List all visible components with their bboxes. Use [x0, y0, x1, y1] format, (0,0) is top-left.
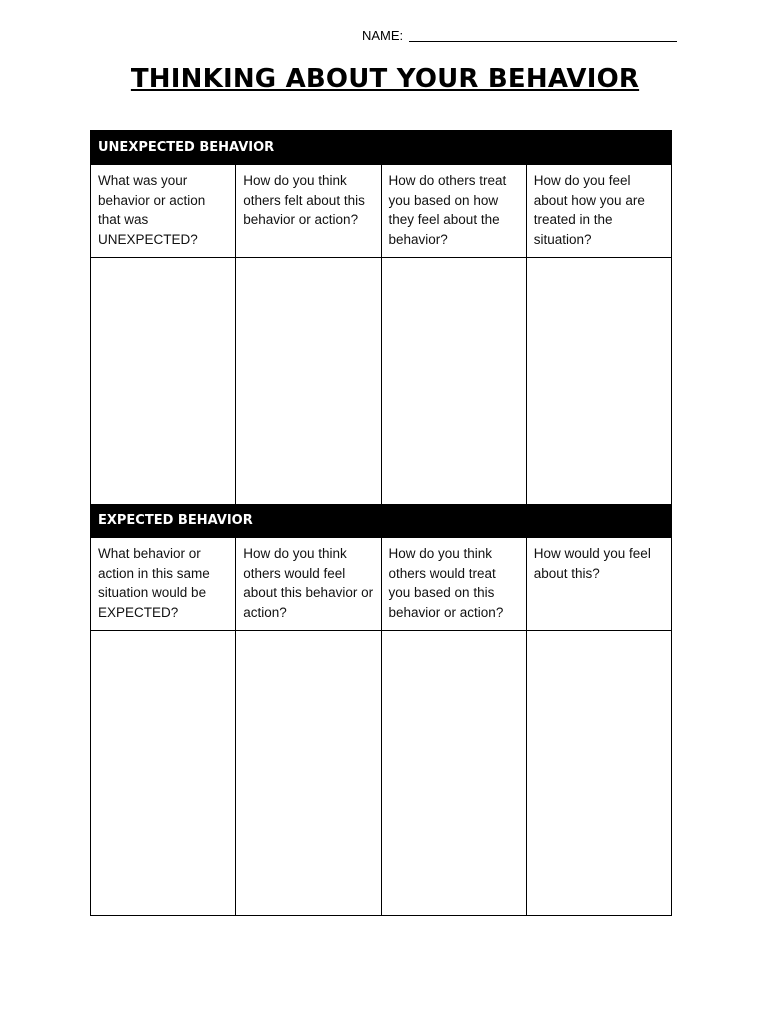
question-cell: What was your behavior or action that was UNEXPECTED?: [91, 165, 236, 257]
question-cell: How do you think others felt about this behavior or action?: [236, 165, 381, 257]
answer-cell[interactable]: [91, 258, 236, 504]
name-line: [362, 27, 677, 43]
answer-cell[interactable]: [527, 631, 671, 915]
question-row-unexpected: [91, 165, 671, 258]
question-cell: How do you feel about how you are treated in the situation?: [533, 173, 645, 247]
question-row-expected: [91, 538, 671, 631]
question-cell: How would you feel about this?: [533, 546, 651, 581]
answer-cell[interactable]: [91, 631, 236, 915]
answer-cell[interactable]: [382, 631, 527, 915]
name-blank-line[interactable]: [409, 27, 677, 42]
question-cell: How do others treat you based on how they feel about the behavior?: [382, 165, 527, 257]
section-header-unexpected: UNEXPECTED BEHAVIOR: [91, 131, 671, 165]
answer-row-unexpected: [91, 258, 671, 504]
worksheet-title: THINKING ABOUT YOUR BEHAVIOR: [130, 64, 640, 94]
question-cell: How do you think others would treat you based on this behavior or action?: [382, 538, 527, 630]
answer-cell[interactable]: [236, 258, 381, 504]
section-header-expected: EXPECTED BEHAVIOR: [91, 504, 671, 538]
answer-cell[interactable]: [527, 258, 671, 504]
answer-cell[interactable]: [236, 631, 381, 915]
answer-row-expected: [91, 631, 671, 915]
worksheet-table: [90, 130, 672, 916]
question-cell: What behavior or action in this same situation would be EXPECTED?: [91, 538, 236, 630]
name-label: NAME:: [362, 28, 404, 43]
answer-cell[interactable]: [382, 258, 527, 504]
question-cell: How do you think others would feel about this behavior or action?: [236, 538, 381, 630]
